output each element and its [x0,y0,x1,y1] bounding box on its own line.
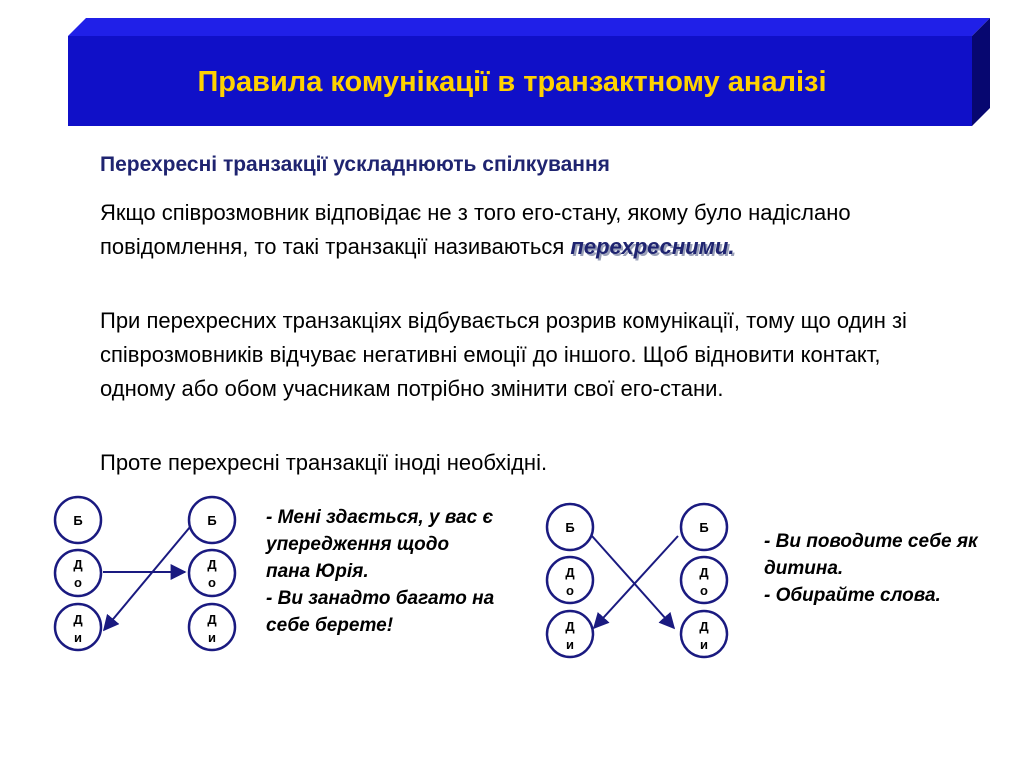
ego-state-parent-right [189,497,235,543]
svg-text:и: и [74,630,82,645]
svg-text:и: и [208,630,216,645]
dialogue-caption-right [764,528,984,609]
paragraph-definition-text: Якщо співрозмовник відповідає не з того его-стану, якому було надіслано повідомлення, то такі транзакції називаються [100,200,851,259]
ego-state-parent-left-2 [547,504,593,550]
ego-state-child-right-2 [681,611,727,657]
ego-state-adult-right-2 [681,557,727,603]
ego-state-parent-right-2 [681,504,727,550]
dialogue-line-2: - Ви занадто багато на себе берете! [266,588,495,636]
paragraph-definition [100,196,960,264]
svg-text:Д: Д [73,612,83,627]
svg-text:Д: Д [207,557,217,572]
svg-text:Д: Д [699,619,709,634]
svg-text:Б: Б [207,513,217,528]
svg-text:Б: Б [73,513,83,528]
svg-text:о: о [74,575,82,590]
ego-state-adult-left [55,550,101,596]
ego-state-child-right [189,604,235,650]
arrow-parent-to-child [104,527,190,630]
svg-text:Д: Д [565,619,575,634]
ego-state-parent-left [55,497,101,543]
dialogue-line-1: - Ви поводите себе як дитина. [764,531,978,579]
dialogue-line-1: - Мені здається, у вас є упередження щодо пана Юрія. [266,507,494,582]
ego-state-adult-left-2 [547,557,593,603]
paragraph-consequence: При перехресних транзакціях відбувається розрив комунікації, тому що один зі співрозмовників відчуває негативні емоції до іншого. Щоб відновити контакт, одному або обом учасникам потрібно змінити свої его-стани. [100,308,907,401]
svg-text:Б: Б [565,520,575,535]
section-heading: Перехресні транзакції ускладнюють спілкування [100,153,610,176]
svg-text:Д: Д [699,565,709,580]
svg-text:Б: Б [699,520,709,535]
arrow-parent-to-child-left [594,536,678,628]
emphasized-term: перехресними. [570,234,735,259]
svg-text:о: о [700,583,708,598]
ego-state-child-left-2 [547,611,593,657]
svg-text:Д: Д [73,557,83,572]
svg-text:Д: Д [207,612,217,627]
svg-text:о: о [566,583,574,598]
ego-state-child-left [55,604,101,650]
svg-text:и: и [566,637,574,652]
svg-text:и: и [700,637,708,652]
svg-text:о: о [208,575,216,590]
dialogue-line-2: - Обирайте слова. [764,585,941,606]
arrow-parent-to-child-right [592,536,674,628]
transaction-diagram-left [40,490,250,665]
transaction-diagram-right [530,500,740,665]
dialogue-caption-left [266,504,496,639]
ego-state-adult-right [189,550,235,596]
svg-text:Д: Д [565,565,575,580]
slide-title: Правила комунікації в транзактному аналізі [197,66,827,98]
paragraph-conclusion: Проте перехресні транзакції іноді необхідні. [100,450,548,475]
